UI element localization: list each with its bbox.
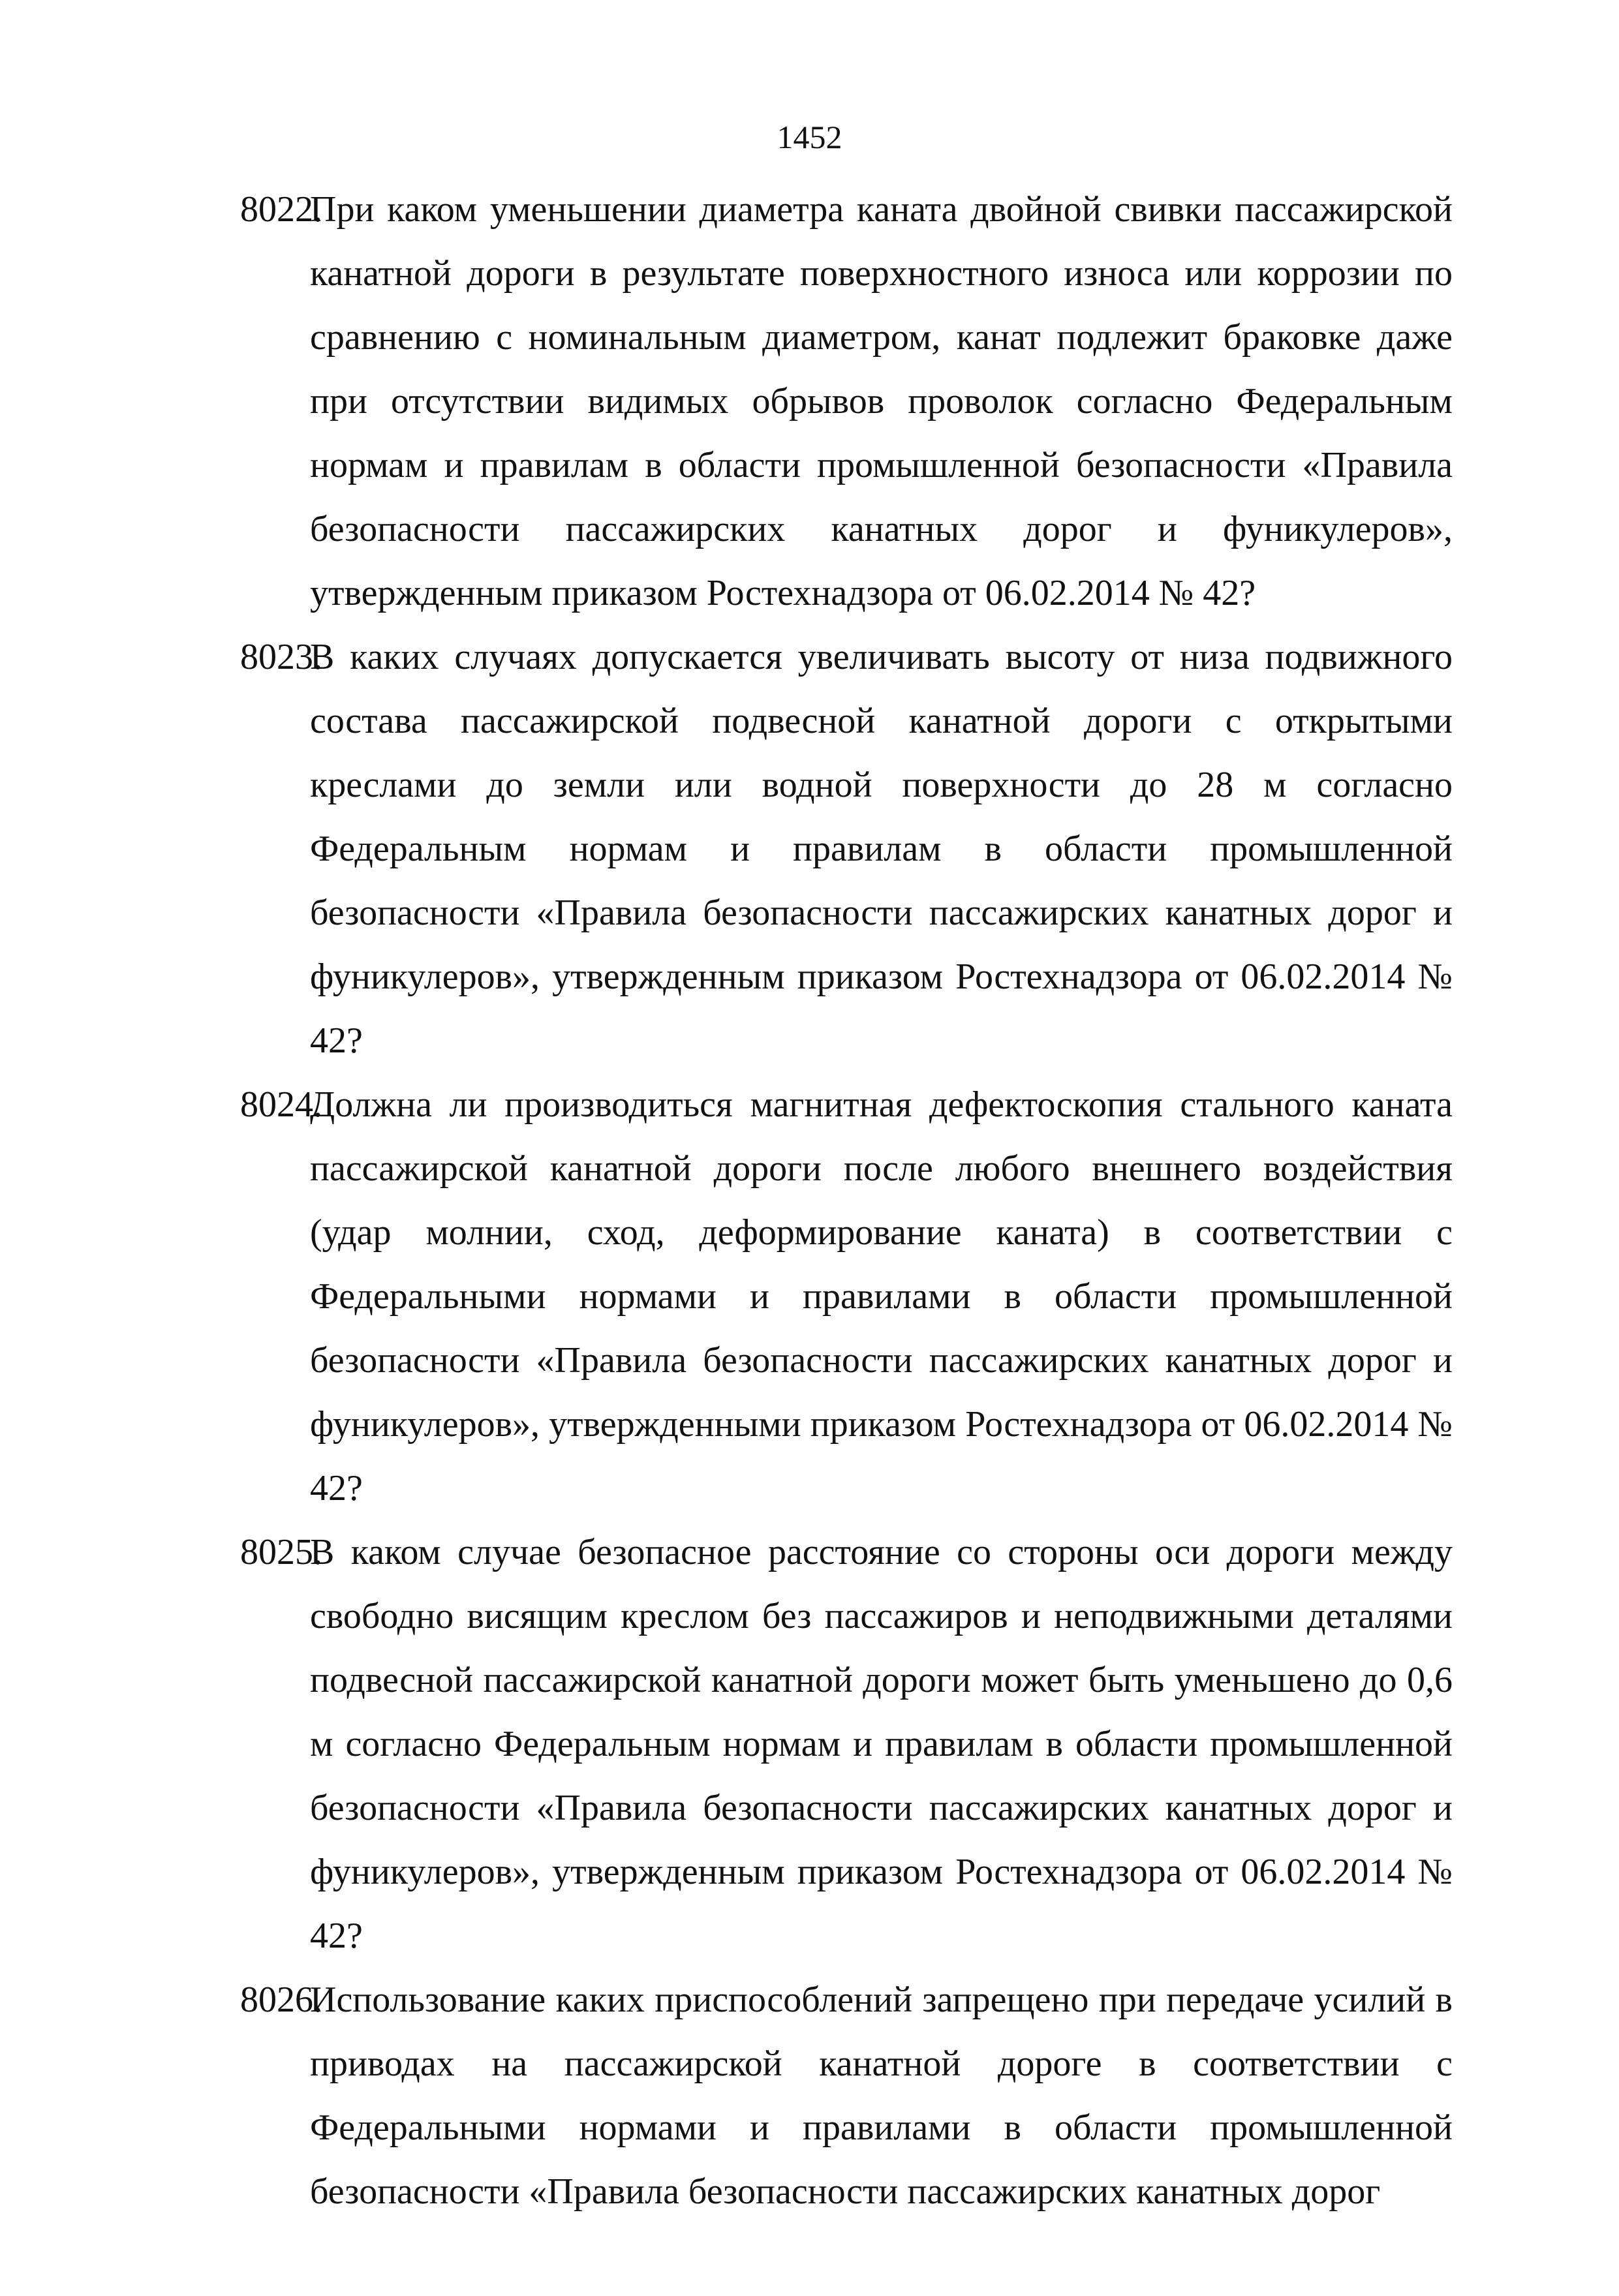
question-item — [240, 1520, 1453, 1968]
question-item — [240, 1968, 1453, 2224]
question-item — [240, 625, 1453, 1073]
page-number: 1452 — [777, 119, 842, 155]
question-text: При каком уменьшении диаметра каната двойной свивки пассажирской канатной дороги в результате поверхностного износа или коррозии по сравнению с номинальным диаметром, канат подлежит браковке даже при отсутствии видимых обрывов проволок согласно Федеральным нормам и правилам в области промышленной безопасности «Правила безопасности пассажирских канатных дорог и фуникулеров», утвержденным приказом Ростехнадзора от 06.02.2014 № 42? — [310, 189, 1453, 613]
question-text: В каких случаях допускается увеличивать высоту от низа подвижного состава пассажирской подвесной канатной дороги с открытыми креслами до земли или водной поверхности до 28 м согласно Федеральным нормам и правилам в области промышленной безопасности «Правила безопасности пассажирских канатных дорог и фуникулеров», утвержденным приказом Ростехнадзора от 06.02.2014 № 42? — [310, 637, 1453, 1061]
question-list — [240, 177, 1453, 2224]
question-number: 8025. — [240, 1532, 322, 1572]
question-text: Должна ли производиться магнитная дефектоскопия стального каната пассажирской канатной дороги после любого внешнего воздействия (удар молнии, сход, деформирование каната) в соответствии с Федеральными нормами и правилами в области промышленной безопасности «Правила безопасности пассажирских канатных дорог и фуникулеров», утвержденными приказом Ростехнадзора от 06.02.2014 № 42? — [310, 1084, 1453, 1508]
question-number: 8023. — [240, 637, 322, 677]
question-number: 8026. — [240, 1980, 322, 2020]
question-item — [240, 1073, 1453, 1520]
question-text: В каком случае безопасное расстояние со стороны оси дороги между свободно висящим креслом без пассажиров и неподвижными деталями подвесной пассажирской канатной дороги может быть уменьшено до 0,6 м согласно Федеральным нормам и правилам в области промышленной безопасности «Правила безопасности пассажирских канатных дорог и фуникулеров», утвержденным приказом Ростехнадзора от 06.02.2014 № 42? — [310, 1532, 1453, 1956]
question-text: Использование каких приспособлений запрещено при передаче усилий в приводах на пассажирской канатной дороге в соответствии с Федеральными нормами и правилами в области промышленной безопасности «Правила безопасности пассажирских канатных дорог — [310, 1980, 1453, 2212]
question-number: 8022. — [240, 189, 322, 230]
question-item — [240, 177, 1453, 625]
question-number: 8024. — [240, 1084, 322, 1125]
